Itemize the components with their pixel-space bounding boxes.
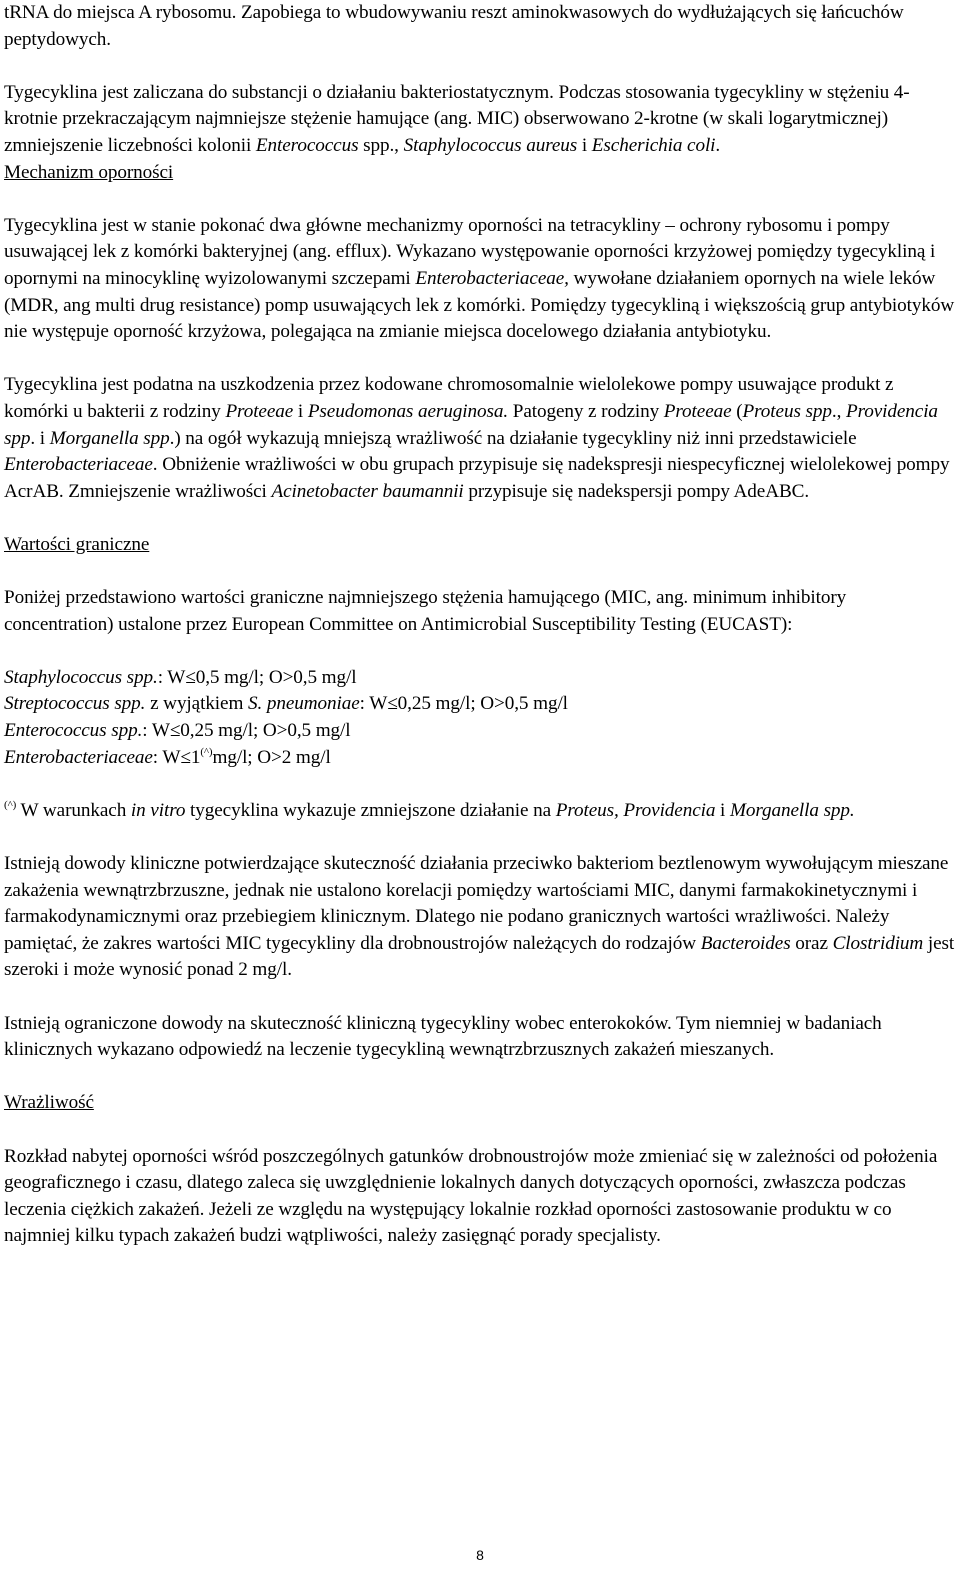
text: wywołane działaniem opornych na wiele leków (MDR, ang multi drug resistance) pomp usuwających lek z komórki. Pomiędzy tygecykliną i większością grup antybiotyków nie występuje oporność krzyżowa, polegająca na zmianie miejsca docelowego działania antybiotyku. (4, 267, 955, 343)
breakpoint-enterococcus (4, 718, 956, 745)
footnote-marker: (^) (200, 745, 213, 758)
breakpoint-enterobacteriaceae (4, 745, 956, 772)
page-number: 8 (476, 1547, 484, 1563)
heading-breakpoints: Wartości graniczne (4, 533, 150, 555)
paragraph-susceptibility: Rozkład nabytej oporności wśród poszczególnych gatunków drobnoustrojów może zmieniać się w zależności od położenia geograficznego i czasu, dlatego zaleca się uwzględnienie lokalnych danych dotyczących oporności, zwłaszcza podczas leczenia ciężkich zakażeń. Jeżeli ze względu na występujący lokalnie rozkład oporności zastosowanie produktu w co najmniej kilku typach zakażeń budzi wątpliwości, należy zasięgnąć porady specjalisty. (4, 1145, 938, 1247)
organism-name: S. pneumoniae (247, 693, 360, 715)
species-name: Providencia spp (4, 400, 938, 449)
species-name: Bacteroides (700, 932, 791, 954)
breakpoint-value: mg/l; O>2 mg/l (212, 746, 331, 768)
breakpoints-list (4, 665, 956, 771)
text: przypisuje się nadekspersji pompy AdeABC. (463, 480, 810, 502)
text: jest szeroki i może wynosić ponad 2 mg/l. (4, 932, 955, 981)
text: . Obniżenie wrażliwości w obu grupach przypisuje się nadekspresji niespecyficznej wielolekowej pompy AcrAB. Zmniejszenie wrażliwości (4, 454, 950, 502)
paragraph-intro (4, 0, 956, 53)
breakpoint-value: : W≤0,25 mg/l; O>0,5 mg/l (359, 693, 568, 715)
species-name: Pseudomonas aeruginosa. (307, 400, 509, 422)
paragraph-bacteriostatic (4, 80, 956, 160)
text: . (715, 134, 721, 156)
species-name: Enterobacteriaceae, (415, 267, 569, 289)
breakpoint-value: : W≤1 (152, 746, 201, 768)
species-name: Proteeae (225, 400, 294, 422)
species-name: Proteus spp (742, 400, 832, 422)
species-name: Clostridium (832, 932, 924, 954)
text: ., (831, 400, 846, 422)
text: tRNA do miejsca A rybosomu. Zapobiega to wbudowywaniu reszt aminokwasowych do wydłużających się łańcuchów peptydowych. (4, 2, 904, 50)
text: . i (30, 427, 50, 449)
species-name: Proteus, Providencia (555, 799, 716, 821)
breakpoint-value: : W≤0,5 mg/l; O>0,5 mg/l (157, 666, 357, 688)
species-name: Acinetobacter baumannii (271, 480, 464, 502)
text: .) na ogół wykazują mniejszą wrażliwość na działanie tygecykliny niż inni przedstawiciele (169, 427, 857, 449)
breakpoint-streptococcus (4, 691, 956, 718)
footnote (4, 798, 956, 825)
paragraph-enterococci: Istnieją ograniczone dowody na skuteczność kliniczną tygecykliny wobec enterokoków. Tym niemniej w badaniach klinicznych wykazano odpowiedź na leczenie tygecykliną wewnątrzbrzusznych zakażeń mieszanych. (4, 1012, 882, 1061)
species-name: Escherichia coli (591, 134, 716, 156)
text: W warunkach (16, 799, 131, 821)
text: z wyjątkiem (145, 693, 248, 715)
text: i (293, 400, 308, 422)
species-name: Morganella spp. (729, 799, 855, 821)
heading-resistance-mechanism: Mechanizm oporności (4, 161, 174, 183)
text: Tygecyklina jest w stanie pokonać dwa główne mechanizmy oporności na tetracykliny – ochrony rybosomu i pompy usuwającej lek z komórki bakteryjnej (ang. efflux). Wykazano występowanie oporności krzyżowej pomiędzy tygecykliną i opornymi na minocyklinę wyizolowanymi szczepami (4, 214, 936, 289)
species-name: Staphylococcus aureus (403, 134, 578, 156)
organism-name: Enterococcus spp. (4, 720, 143, 742)
text: Tygecyklina jest podatna na uszkodzenia przez kodowane chromosomalnie wielolekowe pompy usuwające produkt z komórki u bakterii z rodziny (4, 374, 894, 422)
text: tygecyklina wykazuje zmniejszone działanie na (185, 799, 556, 821)
text: i (715, 799, 730, 821)
text: Tygecyklina jest zaliczana do substancji o działaniu bakteriostatycznym. Podczas stosowania tygecykliny w stężeniu 4-krotnie przekraczającym najmniejsze stężenie hamujące (ang. MIC) obserwowano 2-krotne (w skali logarytmicznej) zmniejszenie liczebności kolonii (4, 81, 910, 156)
organism-name: Enterobacteriaceae (4, 746, 153, 768)
text: Istnieją dowody kliniczne potwierdzające skuteczność działania przeciwko bakteriom beztlenowym wywołującym mieszane zakażenia wewnątrzbrzuszne, jednak nie ustalono korelacji pomiędzy wartościami MIC, danymi farmakokinetycznymi i farmakodynamicznymi oraz przebiegiem klinicznym. Dlatego nie podano granicznych wartości wrażliwości. Należy pamiętać, że zakres wartości MIC tygecykliny dla drobnoustrojów należących do rodzajów (4, 853, 949, 954)
text: Patogeny z rodziny (508, 400, 664, 422)
organism-name: Streptococcus spp. (4, 693, 146, 715)
footnote-marker: (^) (4, 798, 17, 811)
species-name: Morganella spp (49, 427, 170, 449)
heading-susceptibility: Wrażliwość (4, 1092, 94, 1114)
paragraph-breakpoints-intro: Poniżej przedstawiono wartości graniczne najmniejszego stężenia hamującego (MIC, ang. minimum inhibitory concentration) ustalone przez European Committee on Antimicrobial Susceptibility Testing (EUCAST): (4, 587, 847, 635)
text: i (577, 134, 592, 156)
breakpoint-value: : W≤0,25 mg/l; O>0,5 mg/l (142, 720, 351, 742)
organism-name: Staphylococcus spp. (4, 666, 158, 688)
document-page (4, 0, 956, 1250)
text: oraz (790, 932, 833, 954)
species-name: Proteeae (663, 400, 732, 422)
paragraph-efflux (4, 372, 956, 505)
paragraph-resistance (4, 213, 956, 346)
breakpoint-staphylococcus (4, 665, 956, 692)
species-name: Enterobacteriaceae (4, 454, 153, 476)
text: in vitro (130, 799, 186, 821)
text: spp., (358, 134, 404, 156)
text: ( (731, 400, 743, 422)
paragraph-anaerobes (4, 851, 956, 984)
species-name: Enterococcus (255, 134, 359, 156)
